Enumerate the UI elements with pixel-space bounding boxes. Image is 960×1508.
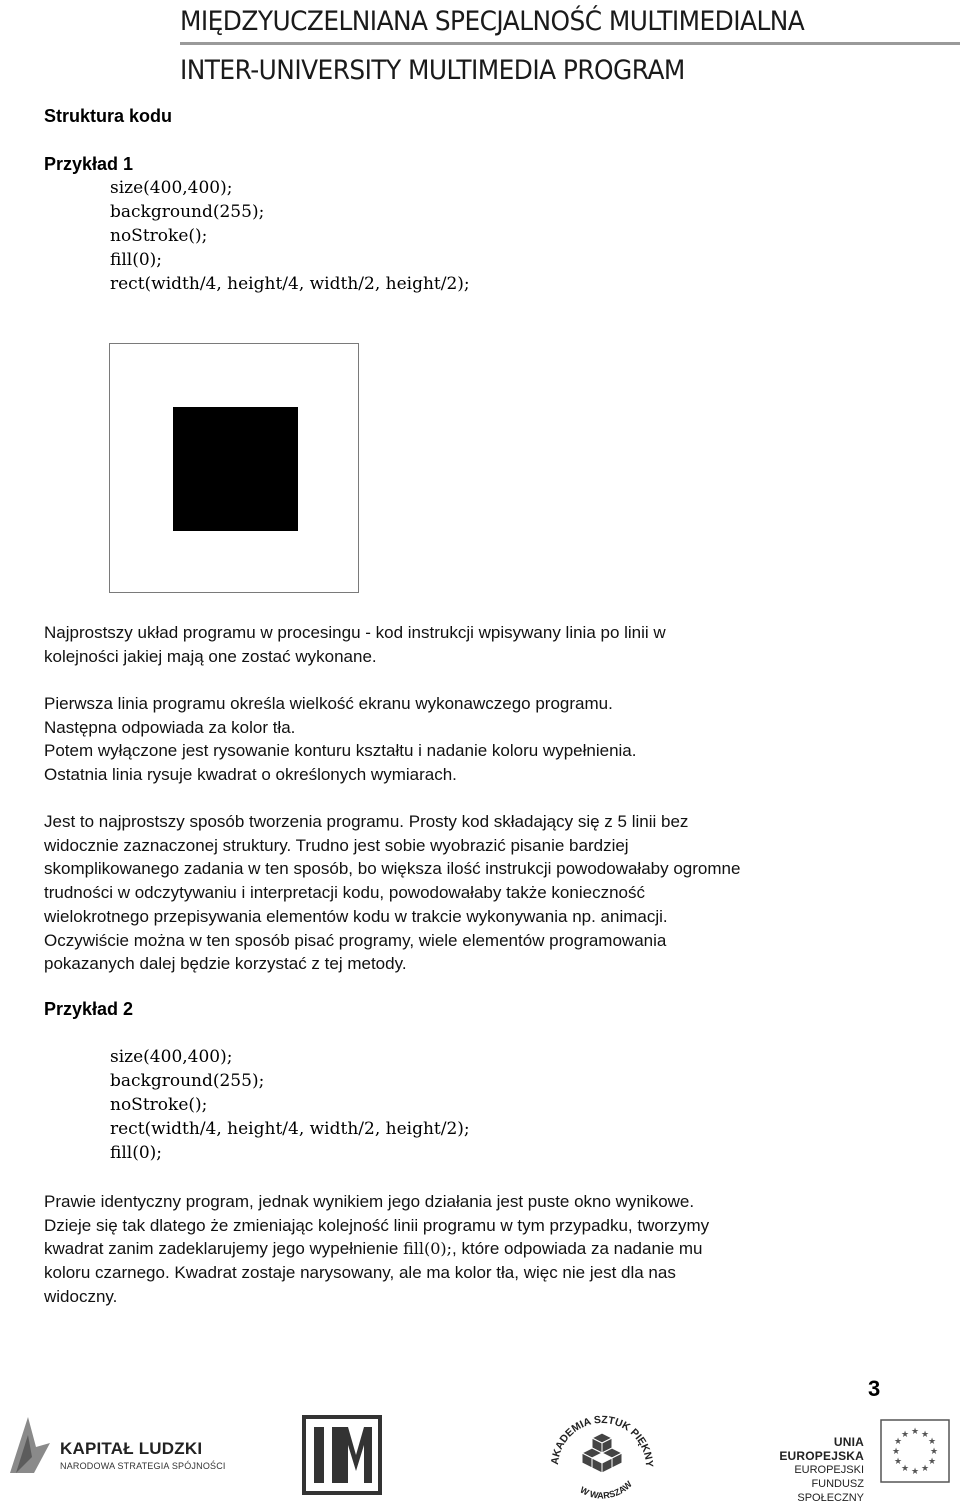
svg-text:★: ★ — [910, 1467, 920, 1477]
code-line: background(255); — [110, 202, 265, 222]
text-line: Potem wyłączone jest rysowanie konturu kształtu i nadanie koloru wypełnienia. — [44, 741, 637, 761]
eu-text — [752, 1435, 864, 1505]
svg-text:★: ★ — [900, 1430, 910, 1440]
text-fragment: kwadrat zanim zadeklarujemy jego wypełnienie — [44, 1239, 404, 1259]
code-line: fill(0); — [110, 250, 163, 270]
asp-seal-icon — [546, 1405, 658, 1503]
kapital-ludzki-logo — [6, 1413, 56, 1482]
text-line: Oczywiście można w ten sposób pisać programy, wiele elementów programowania — [44, 930, 667, 950]
eu-title: UNIA EUROPEJSKA — [779, 1435, 864, 1463]
code-line: fill(0); — [110, 1143, 163, 1163]
kapital-ludzki-text — [60, 1439, 226, 1471]
example1-title: Przykład 1 — [44, 154, 134, 174]
svg-text:★: ★ — [910, 1427, 920, 1437]
text-line: Najprostszy układ programu w procesingu - kod instrukcji wpisywany linia po linii w — [44, 623, 666, 642]
text-line: kolejności jakiej mają one zostać wykonane. — [44, 646, 377, 666]
text-line: Następna odpowiada za kolor tła. — [44, 717, 296, 737]
text-line: Jest to najprostszy sposób tworzenia programu. Prosty kod składający się z 5 linii bez — [44, 812, 689, 831]
text-line: trudności w odczytywaniu i interpretacji kodu, powodowałaby także konieczność — [44, 883, 645, 903]
code-line: noStroke(); — [110, 226, 208, 246]
code-line: noStroke(); — [110, 1095, 208, 1115]
svg-text:★: ★ — [891, 1447, 901, 1457]
svg-text:★: ★ — [900, 1464, 910, 1474]
academy-name-arc: AKADEMIA SZTUK PIĘKNY — [548, 1413, 656, 1468]
code-line: size(400,400); — [110, 1047, 233, 1067]
eu-subtitle-2: FUNDUSZ SPOŁECZNY — [797, 1478, 864, 1504]
text-line: Dzieje się tak dlatego że zmieniając kolejność linii programu w tym przypadku, tworzymy — [44, 1215, 710, 1235]
text-line: Ostatnia linia rysuje kwadrat o określonych wymiarach. — [44, 765, 457, 785]
kapital-ludzki-title: KAPITAŁ LUDZKI — [60, 1439, 203, 1458]
intro-paragraph — [44, 621, 924, 668]
explanation-paragraph — [44, 692, 924, 787]
im-monogram-icon — [302, 1415, 382, 1495]
text-line: wielokrotnego przepisywania elementów kodu w trakcie wykonywania np. animacji. — [44, 906, 668, 926]
svg-text:★: ★ — [920, 1430, 930, 1440]
text-line — [44, 1237, 924, 1261]
text-fragment: , które odpowiada za nadanie mu — [452, 1239, 703, 1259]
black-square — [173, 407, 298, 531]
text-line: widoczny. — [44, 1286, 118, 1306]
academy-city-arc: W WARSZAW — [578, 1479, 634, 1501]
document-header — [180, 4, 858, 88]
code-line: rect(width/4, height/4, width/2, height/2); — [110, 1119, 470, 1139]
text-line: Pierwsza linia programu określa wielkość ekranu wykonawczego programu. — [44, 694, 613, 713]
text-line: widocznie zaznaczonej struktury. Trudno jest sobie wyobrazić pisanie bardziej — [44, 835, 629, 855]
text-line: pokazanych dalej będzie korzystać z tej metody. — [44, 954, 407, 974]
sketch-output-canvas — [109, 343, 359, 593]
eu-subtitle-1: EUROPEJSKI — [794, 1464, 864, 1476]
eu-flag — [880, 1419, 950, 1488]
example2-code — [110, 1045, 470, 1165]
svg-text:★: ★ — [927, 1437, 937, 1447]
svg-text:★: ★ — [893, 1457, 903, 1467]
kapital-ludzki-mark-icon — [6, 1413, 56, 1477]
multimedia-program-logo — [302, 1415, 382, 1500]
asp-warszawa-logo — [546, 1405, 658, 1508]
svg-text:★: ★ — [920, 1464, 930, 1474]
text-line: koloru czarnego. Kwadrat zostaje narysowany, ale ma kolor tła, więc nie jest dla nas — [44, 1263, 676, 1283]
funding-footer — [0, 1405, 960, 1503]
example2-paragraph — [44, 1190, 924, 1309]
page-number: 3 — [868, 1376, 881, 1401]
header-divider — [180, 42, 960, 45]
text-line: skomplikowanego zadania w ten sposób, bo większa ilość instrukcji powodowałaby ogromne — [44, 859, 741, 879]
text-line: Prawie identyczny program, jednak wynikiem jego działania jest puste okno wynikowe. — [44, 1192, 695, 1211]
svg-text:★: ★ — [929, 1447, 939, 1457]
discussion-paragraph — [44, 810, 924, 976]
inline-code: fill(0); — [403, 1239, 453, 1259]
code-line: size(400,400); — [110, 178, 233, 198]
example1-code — [110, 176, 470, 296]
code-line: rect(width/4, height/4, width/2, height/2); — [110, 274, 470, 294]
eu-stars-flag-icon — [880, 1419, 950, 1483]
example2-title: Przykład 2 — [44, 999, 134, 1019]
header-title-pl: MIĘDZYUCZELNIANA SPECJALNOŚĆ MULTIMEDIALNA — [180, 6, 805, 37]
kapital-ludzki-subtitle: NARODOWA STRATEGIA SPÓJNOŚCI — [60, 1461, 226, 1471]
svg-text:★: ★ — [893, 1437, 903, 1447]
section-title: Struktura kodu — [44, 106, 173, 126]
svg-text:★: ★ — [927, 1457, 937, 1467]
code-line: background(255); — [110, 1071, 265, 1091]
header-title-en: INTER-UNIVERSITY MULTIMEDIA PROGRAM — [180, 55, 685, 86]
